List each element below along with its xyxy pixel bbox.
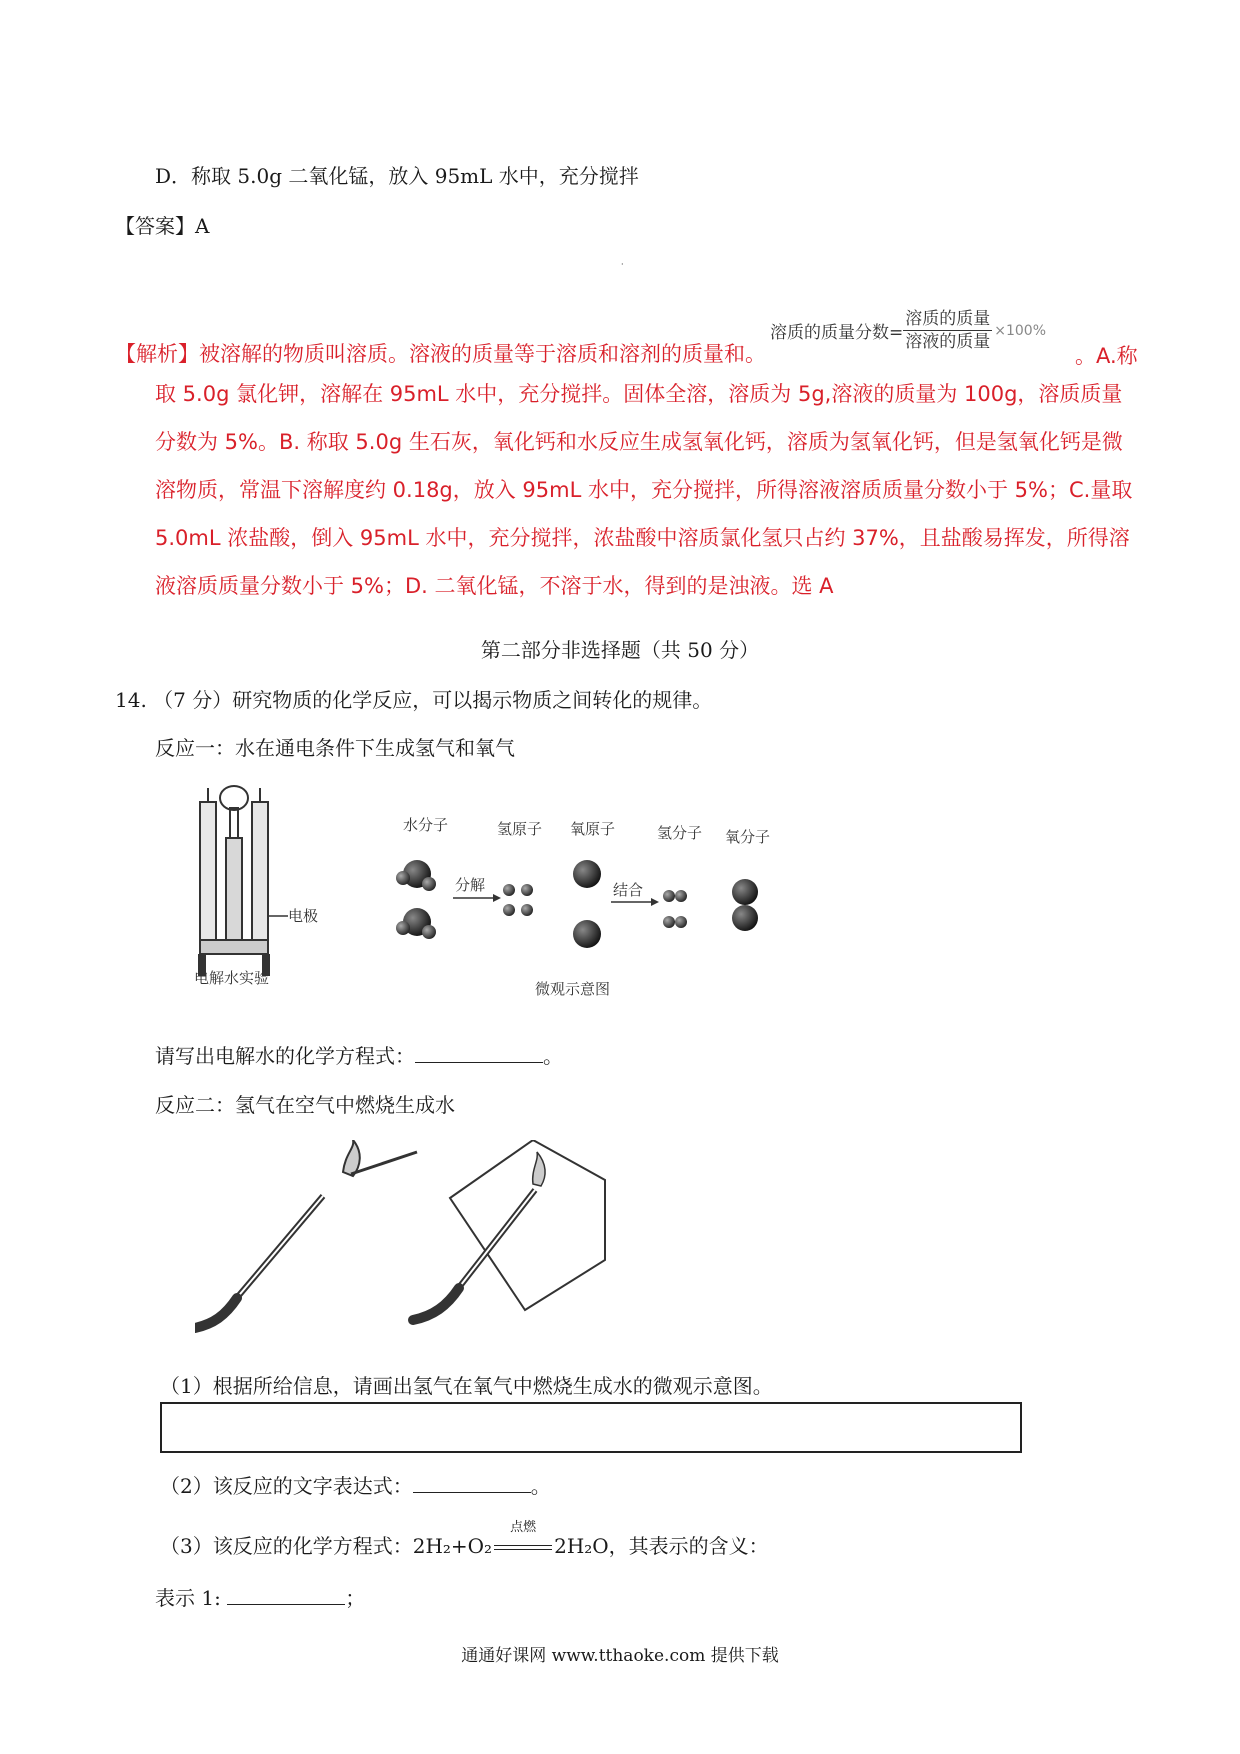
water-molecule-2 (396, 908, 436, 939)
electrolysis-apparatus-figure (190, 780, 320, 990)
micro-diagram-figure (395, 810, 795, 1010)
analysis-first-line (115, 338, 766, 368)
label-h-molecule: 氢分子 (657, 824, 703, 842)
meaning1-end: ； (345, 1586, 366, 1610)
formula-lhs: 溶质的质量分数= (770, 323, 904, 343)
formula-fraction (903, 308, 992, 353)
meaning1-text: 表示 1: (155, 1586, 221, 1610)
sub2-text: （2）该反应的文字表达式： (160, 1474, 413, 1498)
sub3-suffix: 2H₂O，其表示的含义： (554, 1534, 769, 1558)
analysis-after-formula: 。A.称 (1075, 344, 1138, 368)
answer-line: 【答案】A (115, 214, 210, 238)
label-o-molecule: 氧分子 (725, 828, 771, 846)
h-atoms (503, 884, 533, 916)
sub2-line (160, 1470, 551, 1499)
apparatus-caption: 电解水实验 (194, 969, 270, 987)
o-atoms (573, 860, 601, 948)
analysis-body: 取 5.0g 氯化钾，溶解在 95mL 水中，充分搅拌。固体全溶，溶质为 5g,溶液的质量为 100g，溶质质量分数为 5%。B. 称取 5.0g 生石灰，氧化钙和水反应生成氢氧化钙，溶质为氢氧化钙，但是氢氧化钙是微溶物质，常温下溶解度约 0.18g，放入 95mL 水中，充分搅拌，所得溶液溶质质量分数小于 5%；C.量取 5.0mL 浓盐酸，倒入 95mL 水中，充分搅拌，浓盐酸中溶质氯化氢只占约 37%，且盐酸易挥发，所得溶液溶质质量分数小于 5%；D. 二氧化锰，不溶于水，得到的是浊液。选 A (155, 382, 1133, 598)
water-molecule-1 (396, 860, 436, 891)
sub1-prompt: （1）根据所给信息，请画出氢气在氧气中燃烧生成水的微观示意图。 (160, 1374, 773, 1398)
burning-match (343, 1140, 417, 1176)
o-molecule (732, 879, 758, 931)
analysis-label: 【解析】 (115, 342, 199, 366)
mass-fraction-formula (770, 308, 1046, 353)
reaction1-label: 反应一：水在通电条件下生成氢气和氧气 (155, 736, 515, 760)
reaction-condition: 点燃 (510, 1520, 537, 1535)
formula-denominator: 溶液的质量 (905, 332, 991, 352)
sub3-line (160, 1520, 769, 1559)
electrode-label: 电极 (288, 907, 319, 925)
reaction-condition-sign (492, 1520, 554, 1558)
footer: 通通好课网 www.tthaoke.com 提供下载 (461, 1646, 779, 1666)
hydrogen-burning-figure (195, 1140, 625, 1350)
label-o-atom: 氧原子 (570, 820, 616, 838)
label-h-atom: 氢原子 (497, 820, 543, 838)
meaning1-line (155, 1582, 365, 1611)
drawing-answer-box[interactable] (160, 1402, 1022, 1453)
prompt1-text: 请写出电解水的化学方程式： (155, 1044, 415, 1068)
micro-caption: 微观示意图 (535, 980, 611, 998)
speck: · (621, 260, 624, 269)
meaning1-blank[interactable] (227, 1586, 345, 1605)
arrow1-label: 分解 (455, 876, 486, 894)
sub3-prefix: （3）该反应的化学方程式：2H₂+O₂ (160, 1534, 493, 1558)
prompt1-blank[interactable] (415, 1044, 543, 1063)
option-d: D．称取 5.0g 二氧化锰，放入 95mL 水中，充分搅拌 (155, 164, 639, 188)
sub2-end: 。 (530, 1474, 551, 1498)
nozzle-1 (195, 1196, 323, 1328)
glass-plate (450, 1140, 605, 1310)
arrow2-label: 结合 (613, 881, 644, 899)
analysis-intro: 被溶解的物质叫溶质。溶液的质量等于溶质和溶剂的质量和。 (199, 342, 766, 366)
formula-times: ×100% (994, 322, 1047, 339)
label-water-molecule: 水分子 (403, 816, 449, 834)
section-title: 第二部分非选择题（共 50 分） (480, 638, 760, 662)
reaction2-label: 反应二：氢气在空气中燃烧生成水 (155, 1093, 455, 1117)
q14-stem: 14. （7 分）研究物质的化学反应，可以揭示物质之间转化的规律。 (115, 688, 713, 712)
h-molecules (663, 890, 687, 928)
sub2-blank[interactable] (413, 1474, 531, 1493)
prompt1-end: 。 (543, 1044, 563, 1068)
formula-numerator: 溶质的质量 (905, 309, 991, 329)
prompt1-line (155, 1040, 563, 1069)
